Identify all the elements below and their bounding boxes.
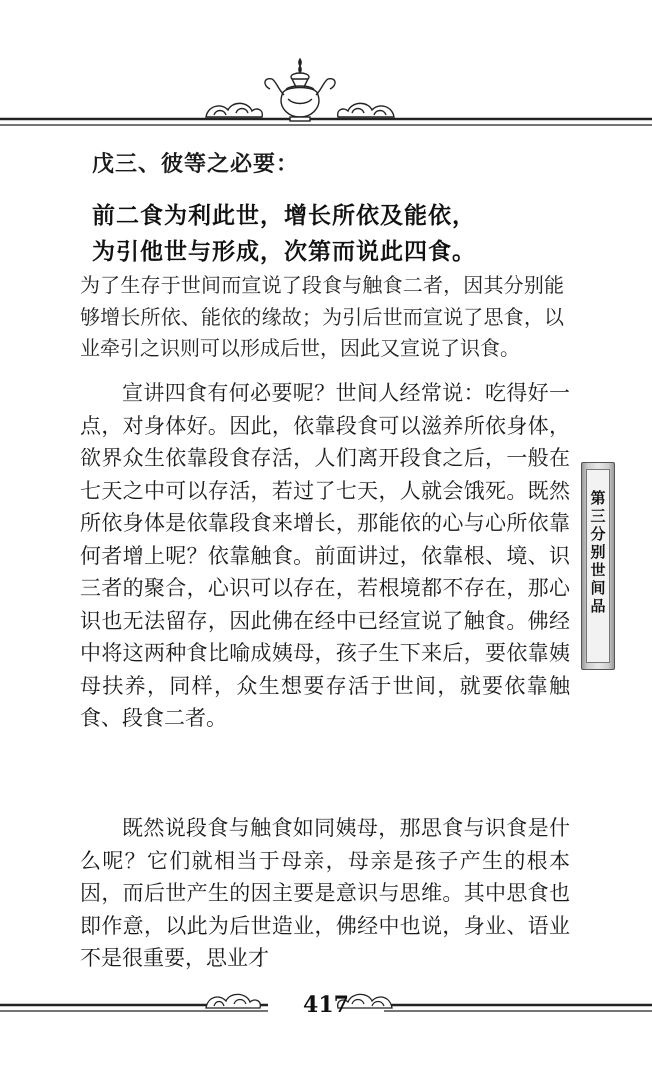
treasure-vase-icon [265, 59, 335, 121]
body-paragraph: 为了生存于世间而宣说了段食与触食二者，因其分别能够增长所依、能依的缘故；为引后世而宣说了思食，以业牵引之识则可以形成后世，因此又宣说了识食。 [80, 273, 564, 360]
auspicious-cloud-icon [206, 103, 262, 117]
body-paragraph: 既然说段食与触食如同姨母，那思食与识食是什么呢？它们就相当于母亲，母亲是孩子产生的根本因，而后世产生的因主要是意识与思维。其中思食也即作意，以此为后世造业，佛经中也说，身业、语业不是很重要，思业才 [80, 816, 570, 970]
body-paragraph: 宣讲四食有何必要呢？世间人经常说：吃得好一点，对身体好。因此，依靠段食可以滋养所依身体，欲界众生依靠段食存活，人们离开段食之后，一般在七天之中可以存活，若过了七天，人就会饿死。既然所依身体是依靠段食来增长，那能依的心与心所依靠何者增上呢？依靠触食。前面讲过，依靠根、境、识三者的聚合，心识可以存在，若根境都不存在，那心识也无法留存，因此佛在经中已经宣说了触食。佛经中将这两种食比喻成姨母，孩子生下来后，要依靠姨母扶养，同样，众生想要存活于世间，就要依靠触食、段食二者。 [80, 381, 570, 730]
side-tab-frame [586, 469, 610, 663]
page-number: 417 [303, 992, 349, 1018]
verse-line: 为引他世与形成，次第而说此四食。 [92, 239, 476, 265]
header-ornament [0, 55, 652, 135]
section-heading: 戊三、彼等之必要： [92, 152, 300, 177]
verse-line: 前二食为利此世，增长所依及能依， [92, 203, 476, 229]
side-tab-label: 第三分别世间品 [588, 490, 607, 616]
auspicious-cloud-icon [338, 103, 394, 117]
chapter-side-tab [581, 462, 615, 670]
